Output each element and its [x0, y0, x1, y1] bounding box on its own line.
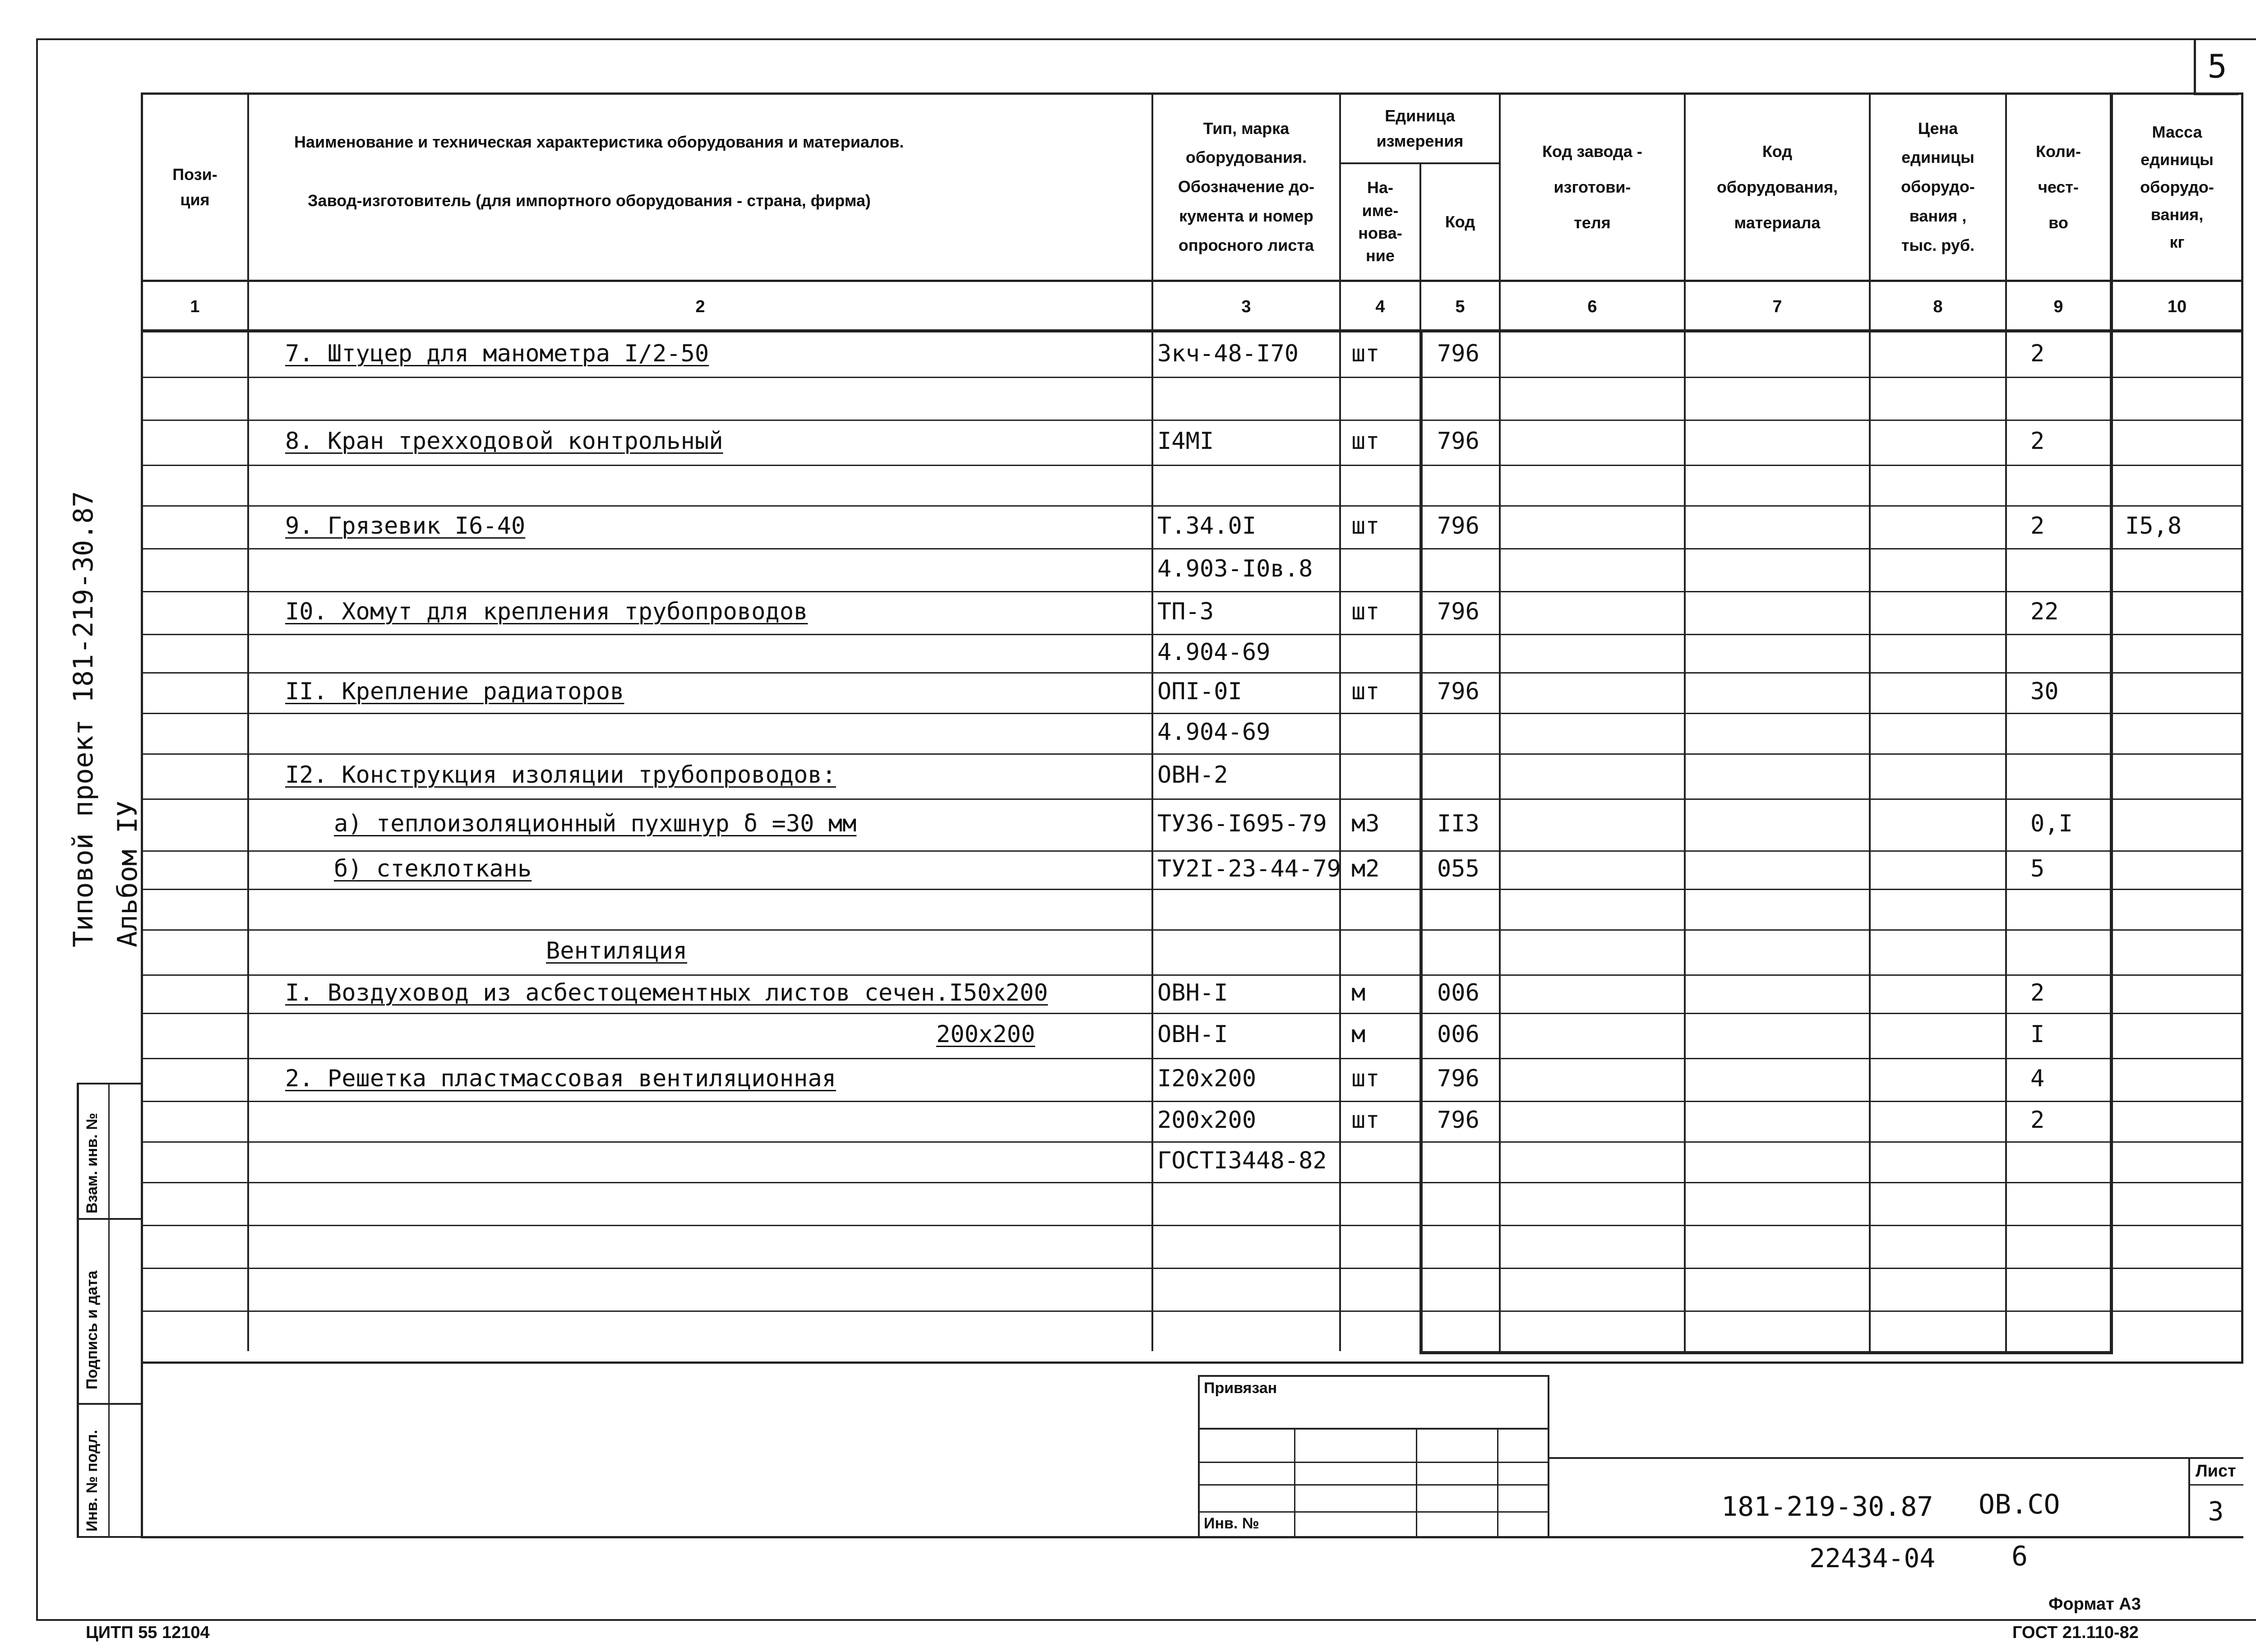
- row-unit: шт: [1351, 428, 1380, 455]
- row-name: б) стеклоткань: [334, 855, 532, 882]
- row-line: [141, 713, 2243, 714]
- row-type: Т.34.0I: [1157, 512, 1257, 540]
- header-unit-name: На- име- нова- ние: [1358, 178, 1402, 265]
- col-line-bold: [1419, 329, 1423, 1353]
- side-panel-left-border: [77, 1083, 79, 1536]
- row-code: 055: [1437, 855, 1479, 882]
- row-line: [141, 1141, 2243, 1143]
- row-qty: I: [2030, 1021, 2045, 1048]
- header-equipment-code: Код оборудования, материала: [1716, 142, 1838, 232]
- row-line: [141, 377, 2243, 378]
- row-type: ТП-3: [1157, 598, 1214, 625]
- column-number: 1: [190, 297, 200, 316]
- row-code: 796: [1437, 678, 1479, 705]
- row-name: I2. Конструкция изоляции трубопроводов:: [285, 761, 836, 789]
- side-panel-line: [77, 1218, 143, 1220]
- row-name: II. Крепление радиаторов: [285, 678, 624, 705]
- row-line: [141, 850, 2243, 852]
- row-name: 9. Грязевик I6-40: [285, 512, 526, 540]
- row-unit: шт: [1351, 340, 1380, 367]
- table-right-border: [2241, 92, 2243, 1364]
- row-line: [141, 1058, 2243, 1059]
- stamp-line: [1294, 1428, 1295, 1536]
- stamp-privyazan: Привязан: [1204, 1380, 1277, 1397]
- header-name-line1: Наименование и техническая характеристика оборудования и материалов.: [294, 133, 904, 152]
- row-type: I4MI: [1157, 428, 1214, 455]
- side-panel-line: [77, 1403, 143, 1405]
- column-number: 2: [695, 297, 705, 316]
- row-type: ОВН-I: [1157, 1021, 1228, 1048]
- header-position: Пози- ция: [172, 165, 217, 209]
- header-type: Тип, марка оборудования. Обозначение до- кумента и номер опросного листа: [1178, 119, 1315, 254]
- row-qty: 2: [2030, 340, 2045, 367]
- label-inv-original: Инв. № подл.: [83, 1430, 101, 1532]
- row-type: ТУ36-I695-79: [1157, 810, 1327, 837]
- stamp-inv-no: Инв. №: [1204, 1515, 1259, 1532]
- row-type: 200x200: [1157, 1107, 1257, 1134]
- album-title: Альбом IУ: [112, 800, 143, 947]
- header-unit-code: Код: [1445, 212, 1475, 231]
- list-label: Лист: [2196, 1462, 2236, 1481]
- header-bottom-line: [141, 280, 2243, 282]
- row-qty: 2: [2030, 428, 2045, 455]
- side-panel-inner-line: [108, 1083, 110, 1536]
- stamp-line: [1198, 1428, 1549, 1430]
- row-line: [141, 1268, 2243, 1269]
- footer-format: Формат А3: [2048, 1595, 2141, 1614]
- row-line: [141, 591, 2243, 592]
- stamp-line: [1198, 1484, 1549, 1486]
- row-type: ТУ2I-23-44-79: [1157, 855, 1341, 882]
- row-line: [141, 1101, 2243, 1102]
- column-number: 6: [1587, 297, 1597, 316]
- row-name: 7. Штуцер для манометра I/2-50: [285, 340, 709, 367]
- row-code: 796: [1437, 1065, 1479, 1092]
- header-mass: Масса единицы оборудо- вания, кг: [2140, 122, 2214, 252]
- row-name: 200x200: [936, 1021, 1036, 1048]
- row-type: I20x200: [1157, 1065, 1257, 1092]
- block-bottom-bold: [1419, 1351, 2113, 1354]
- header-units-group: Единица измерения: [1376, 106, 1464, 150]
- row-line: [141, 1225, 2243, 1226]
- column-number: 7: [1772, 297, 1782, 316]
- archive-number: 22434-04: [1809, 1543, 1936, 1574]
- row-line: [141, 1013, 2243, 1014]
- row-qty: 0,I: [2030, 810, 2073, 837]
- column-number: 4: [1375, 297, 1385, 316]
- title-block-line: [1548, 1457, 2243, 1459]
- row-line: [141, 753, 2243, 755]
- side-panel-line: [77, 1536, 143, 1538]
- row-line: [141, 548, 2243, 549]
- row-qty: 5: [2030, 855, 2045, 882]
- header-manufacturer-code: Код завода - изготови- теля: [1542, 142, 1642, 232]
- row-unit: м: [1351, 979, 1366, 1006]
- row-type: 4.904-69: [1157, 638, 1271, 666]
- row-unit: шт: [1351, 512, 1380, 540]
- column-number: 10: [2167, 297, 2187, 316]
- row-line: [141, 974, 2243, 976]
- row-type: ОВН-I: [1157, 979, 1228, 1006]
- table-bottom-line: [141, 1361, 2243, 1364]
- archive-sheet: 6: [2011, 1541, 2028, 1572]
- row-name: 2. Решетка пластмассовая вентиляционная: [285, 1065, 836, 1092]
- row-qty: 2: [2030, 512, 2045, 540]
- row-type: ГОСТI3448-82: [1157, 1147, 1327, 1174]
- label-sign-date: Подпись и дата: [83, 1270, 101, 1389]
- row-code: 796: [1437, 598, 1479, 625]
- row-unit: шт: [1351, 1065, 1380, 1092]
- row-qty: 4: [2030, 1065, 2045, 1092]
- row-unit: шт: [1351, 1107, 1380, 1134]
- row-unit: м3: [1351, 810, 1380, 837]
- header-price: Цена единицы оборудо- вания , тыс. руб.: [1901, 119, 1975, 254]
- row-code: 006: [1437, 979, 1479, 1006]
- row-code: 796: [1437, 512, 1479, 540]
- row-line: [141, 505, 2243, 507]
- row-line: [141, 634, 2243, 635]
- row-type: 4.904-69: [1157, 719, 1271, 746]
- row-line: [141, 1182, 2243, 1183]
- title-block-line: [2188, 1484, 2243, 1486]
- row-name: I. Воздуховод из асбестоцементных листов сечен.I50x200: [285, 979, 1048, 1006]
- column-number: 3: [1241, 297, 1251, 316]
- list-number: 3: [2208, 1496, 2224, 1527]
- sheet-number: 5: [2207, 47, 2227, 85]
- stamp-line: [1198, 1511, 1549, 1513]
- document-mark: ОВ.СО: [1979, 1489, 2060, 1520]
- row-name: а) теплоизоляционный пухшнур δ =30 мм: [334, 810, 857, 837]
- row-line: [141, 465, 2243, 466]
- header-quantity: Коли- чест- во: [2035, 142, 2081, 232]
- label-inv-replace: Взам. инв. №: [83, 1112, 101, 1214]
- row-name: 8. Кран трехходовой контрольный: [285, 428, 723, 455]
- column-number: 8: [1933, 297, 1943, 316]
- row-name: I0. Хомут для крепления трубопроводов: [285, 598, 808, 625]
- row-code: 006: [1437, 1021, 1479, 1048]
- footer-gost: ГОСТ 21.110-82: [2012, 1623, 2139, 1642]
- side-panel-line: [77, 1083, 143, 1084]
- row-qty: 2: [2030, 979, 2045, 1006]
- row-code: 796: [1437, 340, 1479, 367]
- row-unit: м2: [1351, 855, 1380, 882]
- row-code: II3: [1437, 810, 1479, 837]
- stamp-line: [1416, 1428, 1417, 1536]
- project-title: Типовой проект 181-219-30.87: [68, 491, 99, 947]
- footer-left: ЦИТП 55 12104: [86, 1623, 210, 1642]
- row-type: 4.903-I0в.8: [1157, 555, 1313, 582]
- row-code: 796: [1437, 428, 1479, 455]
- row-line: [141, 1311, 2243, 1312]
- row-type: Зкч-48-I70: [1157, 340, 1299, 367]
- side-panel-right-border: [141, 1083, 143, 1536]
- stamp-line: [1497, 1428, 1498, 1536]
- row-qty: 2: [2030, 1107, 2045, 1134]
- row-line: [141, 672, 2243, 674]
- column-number: 9: [2053, 297, 2063, 316]
- row-qty: 22: [2030, 598, 2059, 625]
- title-block-bottom: [141, 1536, 2243, 1538]
- header-name-line2: Завод-изготовитель (для импортного оборудования - страна, фирма): [308, 191, 871, 210]
- document-code: 181-219-30.87: [1721, 1491, 1933, 1523]
- row-name: Вентиляция: [546, 937, 688, 964]
- row-unit: шт: [1351, 678, 1380, 705]
- row-line: [141, 798, 2243, 800]
- stamp-border: [1198, 1375, 1549, 1377]
- row-line: [141, 420, 2243, 421]
- row-type: ОВН-2: [1157, 761, 1228, 789]
- row-mass: I5,8: [2125, 512, 2182, 540]
- column-number: 5: [1455, 297, 1465, 316]
- row-line: [141, 889, 2243, 890]
- row-qty: 30: [2030, 678, 2059, 705]
- row-unit: м: [1351, 1021, 1366, 1048]
- stamp-line: [1198, 1462, 1549, 1463]
- row-line: [141, 929, 2243, 931]
- row-unit: шт: [1351, 598, 1380, 625]
- row-code: 796: [1437, 1107, 1479, 1134]
- row-type: ОПI-0I: [1157, 678, 1242, 705]
- sheet-number-box: [2194, 40, 2238, 95]
